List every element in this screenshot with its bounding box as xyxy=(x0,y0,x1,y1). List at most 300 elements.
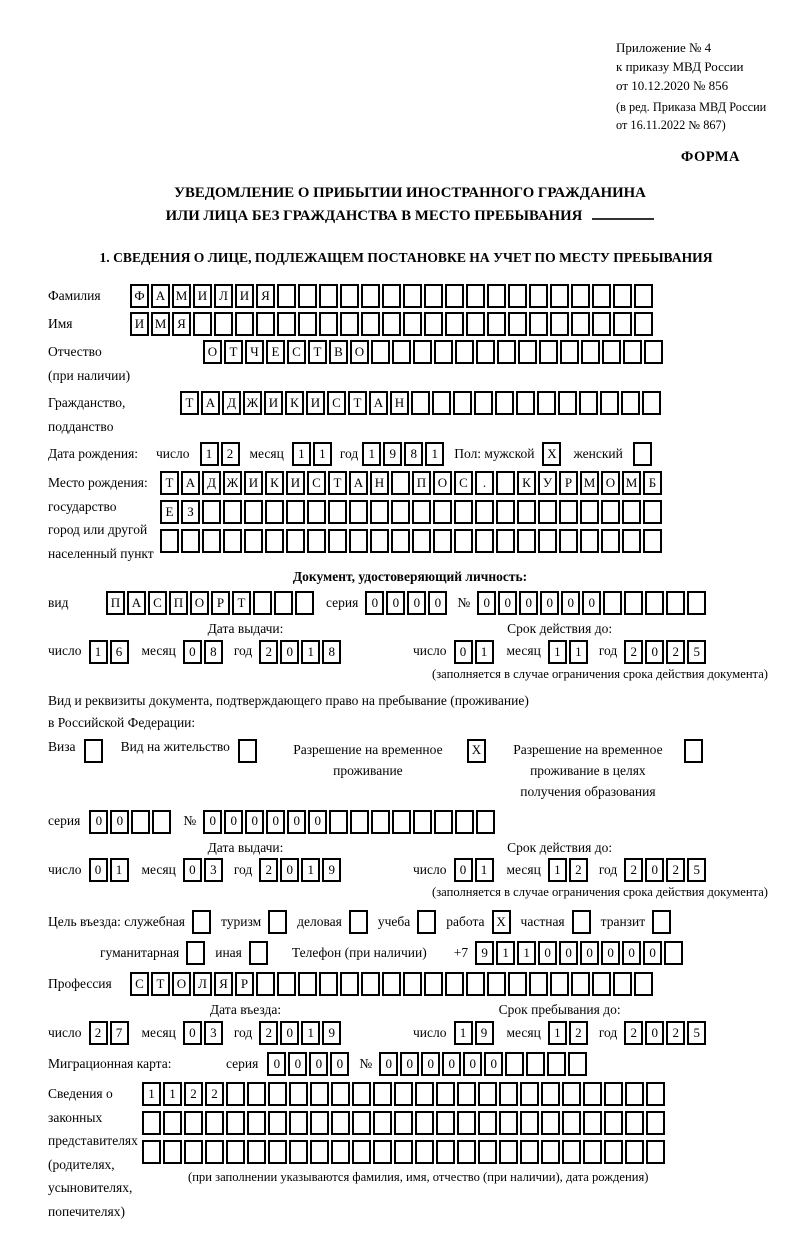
char-box[interactable]: 3 xyxy=(204,858,223,882)
char-box[interactable]: 2 xyxy=(624,1021,643,1045)
char-box[interactable] xyxy=(192,910,211,934)
char-box[interactable]: И xyxy=(193,284,212,308)
char-box[interactable] xyxy=(310,1082,329,1106)
char-box[interactable]: 1 xyxy=(475,858,494,882)
char-box[interactable]: 1 xyxy=(301,858,320,882)
char-box[interactable] xyxy=(562,1111,581,1135)
char-box[interactable] xyxy=(476,810,495,834)
char-box[interactable] xyxy=(634,284,653,308)
char-box[interactable] xyxy=(298,972,317,996)
char-box[interactable] xyxy=(539,340,558,364)
char-box[interactable] xyxy=(547,1052,566,1076)
char-box[interactable]: В xyxy=(329,340,348,364)
char-box[interactable]: Ж xyxy=(223,471,242,495)
char-box[interactable] xyxy=(592,972,611,996)
char-box[interactable]: 1 xyxy=(548,640,567,664)
char-box[interactable]: 2 xyxy=(259,858,278,882)
char-box[interactable] xyxy=(652,910,671,934)
char-box[interactable]: Е xyxy=(266,340,285,364)
char-box[interactable] xyxy=(495,391,514,415)
char-box[interactable] xyxy=(499,1082,518,1106)
char-box[interactable] xyxy=(538,529,557,553)
char-box[interactable]: Д xyxy=(222,391,241,415)
char-box[interactable]: Н xyxy=(370,471,389,495)
char-box[interactable]: О xyxy=(203,340,222,364)
char-box[interactable] xyxy=(518,340,537,364)
char-box[interactable]: С xyxy=(327,391,346,415)
char-box[interactable] xyxy=(625,1111,644,1135)
char-box[interactable] xyxy=(505,1052,524,1076)
char-box[interactable] xyxy=(604,1140,623,1164)
char-box[interactable]: 1 xyxy=(292,442,311,466)
char-box[interactable] xyxy=(487,284,506,308)
char-box[interactable]: Р xyxy=(235,972,254,996)
char-box[interactable] xyxy=(181,529,200,553)
char-box[interactable]: 9 xyxy=(475,941,494,965)
char-box[interactable] xyxy=(152,810,171,834)
char-box[interactable] xyxy=(226,1111,245,1135)
char-box[interactable] xyxy=(581,340,600,364)
char-box[interactable]: 0 xyxy=(183,1021,202,1045)
char-box[interactable]: 0 xyxy=(89,810,108,834)
char-box[interactable] xyxy=(349,910,368,934)
char-box[interactable] xyxy=(186,941,205,965)
char-box[interactable]: 2 xyxy=(569,858,588,882)
char-box[interactable] xyxy=(644,340,663,364)
char-box[interactable]: Ж xyxy=(243,391,262,415)
char-box[interactable]: З xyxy=(181,500,200,524)
char-box[interactable] xyxy=(256,972,275,996)
char-box[interactable] xyxy=(559,529,578,553)
char-box[interactable] xyxy=(424,972,443,996)
char-box[interactable] xyxy=(583,1140,602,1164)
char-box[interactable]: 0 xyxy=(183,640,202,664)
char-box[interactable] xyxy=(601,529,620,553)
char-box[interactable] xyxy=(413,340,432,364)
char-box[interactable] xyxy=(392,340,411,364)
char-box[interactable] xyxy=(223,529,242,553)
char-box[interactable]: А xyxy=(369,391,388,415)
char-box[interactable]: 5 xyxy=(687,858,706,882)
char-box[interactable] xyxy=(202,529,221,553)
char-box[interactable] xyxy=(286,529,305,553)
char-box[interactable]: 2 xyxy=(259,1021,278,1045)
char-box[interactable]: О xyxy=(350,340,369,364)
char-box[interactable]: 0 xyxy=(540,591,559,615)
char-box[interactable] xyxy=(583,1082,602,1106)
char-box[interactable] xyxy=(541,1140,560,1164)
char-box[interactable]: 0 xyxy=(622,941,641,965)
char-box[interactable] xyxy=(424,312,443,336)
char-box[interactable] xyxy=(84,739,103,763)
char-box[interactable] xyxy=(331,1140,350,1164)
char-box[interactable] xyxy=(478,1082,497,1106)
char-box[interactable] xyxy=(235,312,254,336)
char-box[interactable] xyxy=(307,529,326,553)
char-box[interactable]: 0 xyxy=(428,591,447,615)
char-box[interactable] xyxy=(350,810,369,834)
char-box[interactable] xyxy=(352,1140,371,1164)
char-box[interactable]: П xyxy=(412,471,431,495)
char-box[interactable] xyxy=(604,1111,623,1135)
char-box[interactable]: 1 xyxy=(142,1082,161,1106)
char-box[interactable]: 8 xyxy=(322,640,341,664)
char-box[interactable]: Я xyxy=(172,312,191,336)
char-box[interactable] xyxy=(382,284,401,308)
char-box[interactable]: Т xyxy=(308,340,327,364)
char-box[interactable]: 8 xyxy=(404,442,423,466)
char-box[interactable] xyxy=(403,972,422,996)
char-box[interactable] xyxy=(529,972,548,996)
char-box[interactable] xyxy=(646,1082,665,1106)
char-box[interactable] xyxy=(642,391,661,415)
char-box[interactable] xyxy=(361,312,380,336)
char-box[interactable]: 0 xyxy=(561,591,580,615)
char-box[interactable] xyxy=(496,500,515,524)
char-box[interactable] xyxy=(508,972,527,996)
char-box[interactable] xyxy=(645,591,664,615)
char-box[interactable]: 1 xyxy=(475,640,494,664)
char-box[interactable] xyxy=(411,391,430,415)
char-box[interactable]: 0 xyxy=(645,1021,664,1045)
char-box[interactable]: 0 xyxy=(454,858,473,882)
char-box[interactable] xyxy=(487,312,506,336)
char-box[interactable]: И xyxy=(264,391,283,415)
char-box[interactable] xyxy=(623,340,642,364)
char-box[interactable] xyxy=(247,1082,266,1106)
char-box[interactable] xyxy=(517,529,536,553)
char-box[interactable] xyxy=(184,1111,203,1135)
char-box[interactable]: 1 xyxy=(200,442,219,466)
char-box[interactable]: 0 xyxy=(309,1052,328,1076)
char-box[interactable]: Т xyxy=(180,391,199,415)
char-box[interactable] xyxy=(256,312,275,336)
char-box[interactable]: 9 xyxy=(322,1021,341,1045)
char-box[interactable]: Т xyxy=(328,471,347,495)
char-box[interactable]: 0 xyxy=(280,640,299,664)
char-box[interactable] xyxy=(496,529,515,553)
char-box[interactable] xyxy=(445,312,464,336)
char-box[interactable]: 0 xyxy=(266,810,285,834)
char-box[interactable]: И xyxy=(130,312,149,336)
char-box[interactable] xyxy=(457,1111,476,1135)
char-box[interactable]: Р xyxy=(211,591,230,615)
char-box[interactable] xyxy=(529,284,548,308)
char-box[interactable]: 0 xyxy=(287,810,306,834)
char-box[interactable] xyxy=(226,1082,245,1106)
char-box[interactable]: 2 xyxy=(184,1082,203,1106)
char-box[interactable] xyxy=(403,312,422,336)
char-box[interactable]: И xyxy=(244,471,263,495)
char-box[interactable]: 5 xyxy=(687,1021,706,1045)
char-box[interactable] xyxy=(415,1082,434,1106)
char-box[interactable]: 2 xyxy=(569,1021,588,1045)
char-box[interactable] xyxy=(277,972,296,996)
char-box[interactable] xyxy=(432,391,451,415)
char-box[interactable] xyxy=(560,340,579,364)
char-box[interactable] xyxy=(286,500,305,524)
char-box[interactable]: Л xyxy=(193,972,212,996)
char-box[interactable]: С xyxy=(454,471,473,495)
char-box[interactable] xyxy=(274,591,293,615)
char-box[interactable] xyxy=(529,312,548,336)
char-box[interactable] xyxy=(526,1052,545,1076)
char-box[interactable] xyxy=(319,972,338,996)
char-box[interactable]: 0 xyxy=(454,640,473,664)
char-box[interactable] xyxy=(520,1082,539,1106)
char-box[interactable]: 6 xyxy=(110,640,129,664)
char-box[interactable] xyxy=(562,1082,581,1106)
char-box[interactable] xyxy=(268,910,287,934)
char-box[interactable]: 0 xyxy=(421,1052,440,1076)
char-box[interactable] xyxy=(370,529,389,553)
char-box[interactable] xyxy=(352,1111,371,1135)
char-box[interactable] xyxy=(160,529,179,553)
char-box[interactable]: П xyxy=(106,591,125,615)
char-box[interactable] xyxy=(613,284,632,308)
char-box[interactable] xyxy=(373,1082,392,1106)
char-box[interactable]: 1 xyxy=(496,941,515,965)
char-box[interactable] xyxy=(508,284,527,308)
char-box[interactable] xyxy=(496,471,515,495)
char-box[interactable]: Т xyxy=(151,972,170,996)
char-box[interactable] xyxy=(466,972,485,996)
char-box[interactable]: 0 xyxy=(477,591,496,615)
char-box[interactable] xyxy=(454,529,473,553)
char-box[interactable] xyxy=(516,391,535,415)
char-box[interactable]: 0 xyxy=(203,810,222,834)
char-box[interactable] xyxy=(214,312,233,336)
char-box[interactable] xyxy=(600,391,619,415)
char-box[interactable]: 0 xyxy=(288,1052,307,1076)
char-box[interactable] xyxy=(329,810,348,834)
char-box[interactable] xyxy=(622,529,641,553)
char-box[interactable] xyxy=(571,284,590,308)
char-box[interactable] xyxy=(541,1082,560,1106)
char-box[interactable] xyxy=(412,529,431,553)
char-box[interactable] xyxy=(445,284,464,308)
char-box[interactable] xyxy=(382,312,401,336)
char-box[interactable] xyxy=(646,1140,665,1164)
char-box[interactable] xyxy=(475,500,494,524)
char-box[interactable] xyxy=(394,1140,413,1164)
char-box[interactable] xyxy=(664,941,683,965)
char-box[interactable] xyxy=(331,1111,350,1135)
char-box[interactable]: 0 xyxy=(308,810,327,834)
char-box[interactable] xyxy=(289,1082,308,1106)
char-box[interactable] xyxy=(580,500,599,524)
char-box[interactable]: 0 xyxy=(386,591,405,615)
char-box[interactable] xyxy=(579,391,598,415)
char-box[interactable] xyxy=(625,1140,644,1164)
char-box[interactable] xyxy=(622,500,641,524)
char-box[interactable]: 0 xyxy=(365,591,384,615)
char-box[interactable] xyxy=(634,972,653,996)
char-box[interactable]: С xyxy=(130,972,149,996)
char-box[interactable] xyxy=(247,1140,266,1164)
char-box[interactable]: 2 xyxy=(666,640,685,664)
char-box[interactable]: Д xyxy=(202,471,221,495)
char-box[interactable] xyxy=(163,1111,182,1135)
char-box[interactable]: А xyxy=(151,284,170,308)
char-box[interactable]: И xyxy=(306,391,325,415)
char-box[interactable] xyxy=(520,1111,539,1135)
char-box[interactable] xyxy=(499,1111,518,1135)
char-box[interactable]: 0 xyxy=(559,941,578,965)
char-box[interactable] xyxy=(684,739,703,763)
char-box[interactable]: X xyxy=(542,442,561,466)
char-box[interactable] xyxy=(307,500,326,524)
char-box[interactable] xyxy=(550,312,569,336)
char-box[interactable]: 0 xyxy=(183,858,202,882)
char-box[interactable] xyxy=(571,972,590,996)
char-box[interactable] xyxy=(455,340,474,364)
char-box[interactable] xyxy=(371,810,390,834)
char-box[interactable] xyxy=(340,972,359,996)
char-box[interactable] xyxy=(436,1140,455,1164)
char-box[interactable] xyxy=(412,500,431,524)
char-box[interactable]: 2 xyxy=(666,1021,685,1045)
char-box[interactable] xyxy=(391,471,410,495)
char-box[interactable] xyxy=(436,1082,455,1106)
char-box[interactable] xyxy=(455,810,474,834)
char-box[interactable] xyxy=(142,1140,161,1164)
char-box[interactable]: У xyxy=(538,471,557,495)
char-box[interactable]: 1 xyxy=(548,1021,567,1045)
char-box[interactable]: 1 xyxy=(569,640,588,664)
char-box[interactable] xyxy=(253,591,272,615)
char-box[interactable] xyxy=(434,810,453,834)
char-box[interactable]: П xyxy=(169,591,188,615)
char-box[interactable]: 9 xyxy=(475,1021,494,1045)
char-box[interactable] xyxy=(391,529,410,553)
char-box[interactable]: X xyxy=(467,739,486,763)
char-box[interactable]: 2 xyxy=(89,1021,108,1045)
char-box[interactable] xyxy=(298,312,317,336)
char-box[interactable] xyxy=(340,284,359,308)
char-box[interactable]: 7 xyxy=(110,1021,129,1045)
char-box[interactable]: 0 xyxy=(582,591,601,615)
char-box[interactable]: 1 xyxy=(517,941,536,965)
char-box[interactable] xyxy=(436,1111,455,1135)
char-box[interactable] xyxy=(666,591,685,615)
char-box[interactable] xyxy=(413,810,432,834)
char-box[interactable] xyxy=(373,1140,392,1164)
char-box[interactable]: 0 xyxy=(645,640,664,664)
char-box[interactable]: 0 xyxy=(538,941,557,965)
char-box[interactable]: М xyxy=(622,471,641,495)
char-box[interactable]: О xyxy=(433,471,452,495)
char-box[interactable] xyxy=(415,1111,434,1135)
char-box[interactable] xyxy=(602,340,621,364)
char-box[interactable] xyxy=(289,1111,308,1135)
char-box[interactable] xyxy=(453,391,472,415)
char-box[interactable] xyxy=(520,1140,539,1164)
char-box[interactable] xyxy=(580,529,599,553)
char-box[interactable]: 0 xyxy=(463,1052,482,1076)
char-box[interactable]: 0 xyxy=(407,591,426,615)
char-box[interactable]: 1 xyxy=(548,858,567,882)
char-box[interactable] xyxy=(476,340,495,364)
char-box[interactable]: 2 xyxy=(259,640,278,664)
char-box[interactable]: М xyxy=(151,312,170,336)
char-box[interactable]: 0 xyxy=(245,810,264,834)
char-box[interactable] xyxy=(205,1140,224,1164)
char-box[interactable] xyxy=(466,284,485,308)
char-box[interactable] xyxy=(445,972,464,996)
char-box[interactable] xyxy=(142,1111,161,1135)
char-box[interactable]: Т xyxy=(232,591,251,615)
char-box[interactable] xyxy=(268,1082,287,1106)
char-box[interactable] xyxy=(370,500,389,524)
char-box[interactable]: 1 xyxy=(89,640,108,664)
char-box[interactable] xyxy=(268,1140,287,1164)
char-box[interactable]: 0 xyxy=(580,941,599,965)
char-box[interactable]: 0 xyxy=(280,1021,299,1045)
char-box[interactable]: А xyxy=(349,471,368,495)
char-box[interactable]: 5 xyxy=(687,640,706,664)
char-box[interactable] xyxy=(361,972,380,996)
char-box[interactable] xyxy=(592,284,611,308)
char-box[interactable] xyxy=(277,312,296,336)
char-box[interactable] xyxy=(249,941,268,965)
char-box[interactable]: Я xyxy=(214,972,233,996)
char-box[interactable]: С xyxy=(148,591,167,615)
char-box[interactable] xyxy=(646,1111,665,1135)
char-box[interactable] xyxy=(238,739,257,763)
char-box[interactable] xyxy=(613,972,632,996)
char-box[interactable]: 8 xyxy=(204,640,223,664)
char-box[interactable]: 1 xyxy=(110,858,129,882)
char-box[interactable] xyxy=(621,391,640,415)
char-box[interactable] xyxy=(434,340,453,364)
char-box[interactable] xyxy=(537,391,556,415)
char-box[interactable] xyxy=(394,1111,413,1135)
char-box[interactable] xyxy=(184,1140,203,1164)
char-box[interactable]: 0 xyxy=(89,858,108,882)
char-box[interactable] xyxy=(541,1111,560,1135)
char-box[interactable] xyxy=(382,972,401,996)
char-box[interactable] xyxy=(289,1140,308,1164)
char-box[interactable] xyxy=(592,312,611,336)
char-box[interactable]: 2 xyxy=(624,858,643,882)
char-box[interactable]: Б xyxy=(643,471,662,495)
char-box[interactable] xyxy=(687,591,706,615)
char-box[interactable] xyxy=(319,312,338,336)
char-box[interactable] xyxy=(328,500,347,524)
char-box[interactable]: Т xyxy=(224,340,243,364)
char-box[interactable]: М xyxy=(172,284,191,308)
char-box[interactable] xyxy=(568,1052,587,1076)
char-box[interactable]: 0 xyxy=(484,1052,503,1076)
char-box[interactable] xyxy=(328,529,347,553)
char-box[interactable] xyxy=(223,500,242,524)
char-box[interactable]: Е xyxy=(160,500,179,524)
char-box[interactable]: И xyxy=(235,284,254,308)
char-box[interactable]: С xyxy=(307,471,326,495)
char-box[interactable] xyxy=(572,910,591,934)
char-box[interactable] xyxy=(349,529,368,553)
char-box[interactable] xyxy=(466,312,485,336)
char-box[interactable] xyxy=(424,284,443,308)
char-box[interactable] xyxy=(352,1082,371,1106)
char-box[interactable] xyxy=(298,284,317,308)
char-box[interactable] xyxy=(538,500,557,524)
char-box[interactable] xyxy=(340,312,359,336)
char-box[interactable] xyxy=(205,1111,224,1135)
char-box[interactable]: О xyxy=(190,591,209,615)
char-box[interactable] xyxy=(371,340,390,364)
